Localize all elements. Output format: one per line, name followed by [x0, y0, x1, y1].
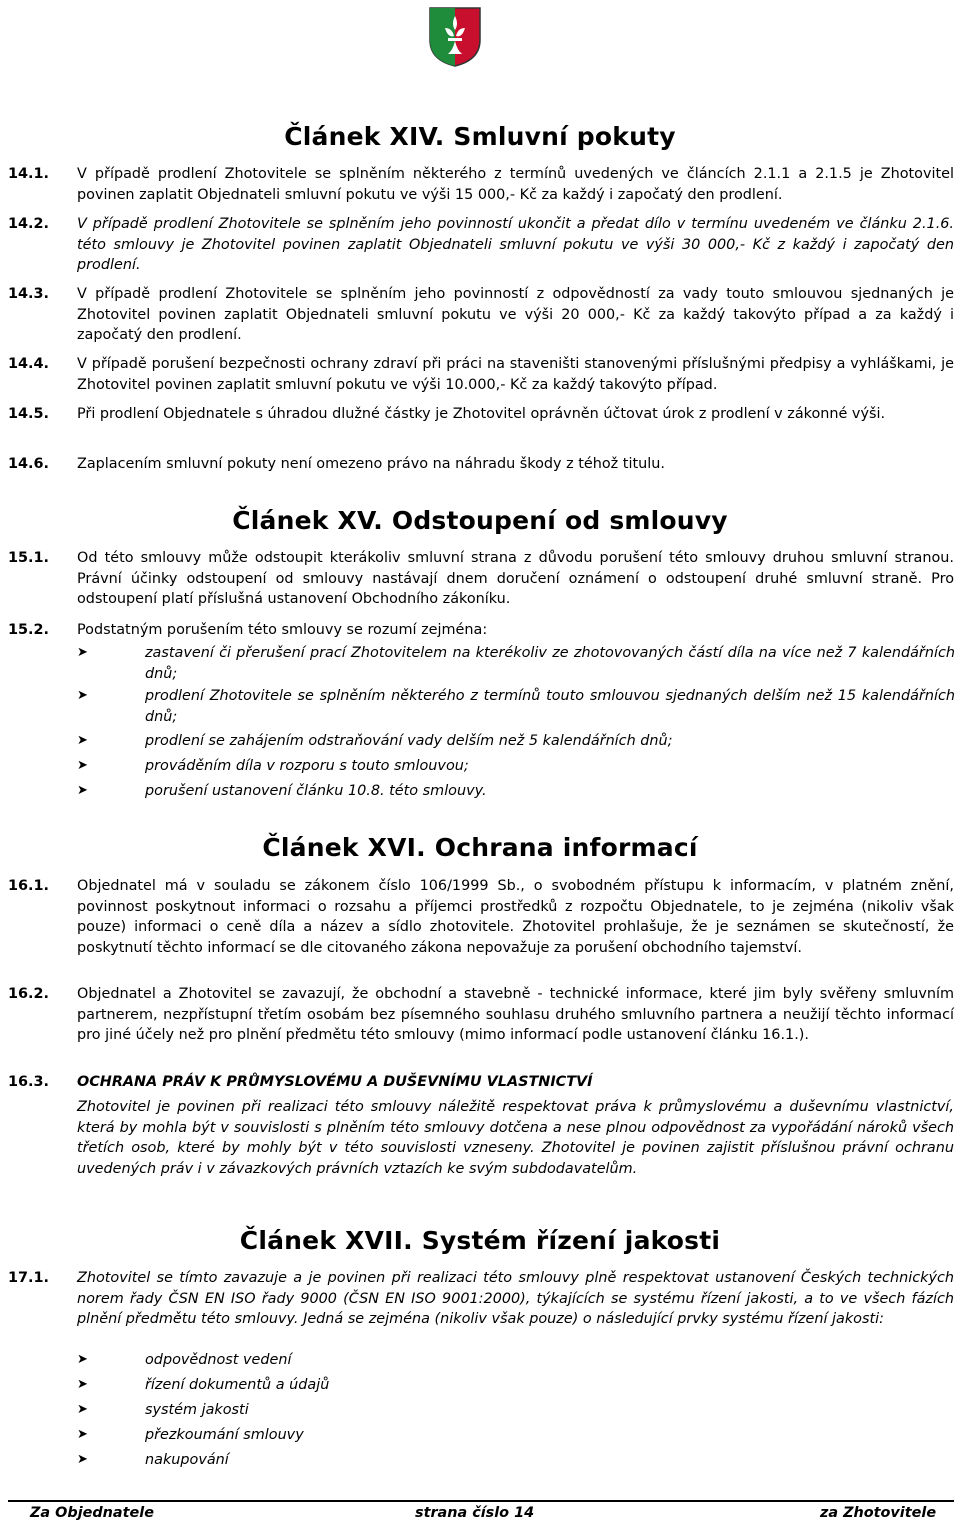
arrow-bullet-icon: ➤ [77, 733, 88, 748]
coat-of-arms-icon [428, 6, 482, 68]
clause-number: 14.4. [8, 356, 49, 372]
clause-17-1 [8, 1268, 954, 1330]
clause-14-1 [8, 164, 954, 205]
arrow-bullet-icon: ➤ [77, 1402, 88, 1417]
clause-text: V případě porušení bezpečnosti ochrany zdraví při práci na staveništi stanovenými příslušnými předpisy a vyhláškami, je Zhotovitel povinen zaplatit smluvní pokutu ve výši 10.000,- Kč za každý takovýto případ. [77, 356, 954, 393]
clause-15-1 [8, 548, 954, 610]
clause-text: V případě prodlení Zhotovitele se splněním jeho povinností ukončit a předat dílo v termínu uvedeném ve článku 2.1.6. této smlouvy je Zhotovitel povinen zaplatit Objednateli smluvní pokutu ve výši 30 000,- Kč z každý i započatý den prodlení. [77, 216, 954, 273]
arrow-bullet-icon: ➤ [77, 645, 88, 660]
footer-left: Za Objednatele [30, 1505, 154, 1521]
article-15-heading: Článek XV. Odstoupení od smlouvy [232, 506, 728, 535]
arrow-bullet-icon: ➤ [77, 688, 88, 703]
clause-text: Objednatel a Zhotovitel se zavazují, že obchodní a stavebně - technické informace, které jim byly svěřeny smluvním partnerem, nezpřístupní třetím osobám bez písemného souhlasu druhého smluvního partnera a neužijí těchto informací pro jiné účely než pro plnění předmětu této smlouvy (mimo informací podle ustanovení článku 16.1.). [77, 986, 954, 1043]
arrow-bullet-icon: ➤ [77, 1452, 88, 1467]
clause-text: V případě prodlení Zhotovitele se splněním některého z termínů uvedených ve článcích 2.1.1 a 2.1.5 je Zhotovitel povinen zaplatit Objednateli smluvní pokutu ve výši 15 000,- Kč za každý i započatý den prodlení. [77, 166, 954, 203]
clause-15-2 [8, 620, 954, 641]
clause-number: 14.1. [8, 166, 49, 182]
clause-16-3 [8, 1072, 954, 1093]
clause-text: Objednatel má v souladu se zákonem číslo 106/1999 Sb., o svobodném přístupu k informacím, v platném znění, povinnost poskytnout informaci o rozsahu a příjemci prostředků z rozpočtu Objednatele, to je zejména (nikoliv však pouze) informaci o ceně díla a název a sídlo zhotovitele. Zhotovitel prohlašuje, že je seznámen se skutečností, že poskytnutí těchto informací se dle citovaného zákona nepovažuje za porušení obchodního tajemství. [77, 878, 954, 956]
clause-text: Od této smlouvy může odstoupit kterákoliv smluvní strana z důvodu porušení této smlouvy druhou smluvní stranou. Právní účinky odstoupení od smlouvy nastávají dnem doručení oznámení o odstoupení druhé smluvní straně. Pro odstoupení platí příslušná ustanovení Obchodního zákoníku. [77, 550, 954, 607]
arrow-bullet-icon: ➤ [77, 1427, 88, 1442]
clause-14-4 [8, 354, 954, 395]
clause-text: Podstatným porušením této smlouvy se rozumí zejména: [77, 622, 488, 638]
clause-text: V případě prodlení Zhotovitele se splněním jeho povinností z odpovědností za vady touto smlouvou sjednaných je Zhotovitel povinen zaplatit Objednateli smluvní pokutu ve výši 20 000,- Kč za každý takovýto případ a za každý i započatý den prodlení. [77, 286, 954, 343]
clause-14-2 [8, 214, 954, 276]
list-item: ➤ systém jakosti [77, 1400, 955, 1421]
clause-16-2 [8, 984, 954, 1046]
clause-text: Při prodlení Objednatele s úhradou dlužné částky je Zhotovitel oprávněn účtovat úrok z prodlení v zákonné výši. [77, 406, 886, 422]
article-16-heading: Článek XVI. Ochrana informací [262, 833, 698, 862]
clause-number: 14.2. [8, 216, 49, 232]
clause-number: 14.3. [8, 286, 49, 302]
clause-14-6 [8, 454, 954, 475]
arrow-bullet-icon: ➤ [77, 1377, 88, 1392]
clause-title: OCHRANA PRÁV K PRŮMYSLOVÉMU A DUŠEVNÍMU VLASTNICTVÍ [77, 1074, 593, 1090]
footer-right: za Zhotovitele [820, 1505, 937, 1521]
list-item: ➤ odpovědnost vedení [77, 1350, 955, 1371]
arrow-bullet-icon: ➤ [77, 1352, 88, 1367]
clause-number: 14.6. [8, 456, 49, 472]
article-14-heading: Článek XIV. Smluvní pokuty [284, 122, 676, 151]
list-item: ➤ přezkoumání smlouvy [77, 1425, 955, 1446]
list-item: ➤ prodlení Zhotovitele se splněním některého z termínů touto smlouvou sjednaných delším než 15 kalendářních dnů; [77, 688, 955, 725]
clause-number: 16.2. [8, 986, 49, 1002]
list-item: ➤ nakupování [77, 1450, 955, 1471]
article-17-heading: Článek XVII. Systém řízení jakosti [239, 1226, 721, 1255]
clause-number: 15.2. [8, 622, 49, 638]
footer-rule [8, 1500, 954, 1502]
clause-number: 16.3. [8, 1074, 49, 1090]
clause-16-3-body [8, 1097, 954, 1179]
list-item: ➤ zastavení či přerušení prací Zhotovitelem na kterékoliv ze zhotovovaných částí díla na více než 7 kalendářních dnů; [77, 645, 955, 682]
page-number: strana číslo 14 [415, 1505, 535, 1521]
arrow-bullet-icon: ➤ [77, 758, 88, 773]
list-item: ➤ řízení dokumentů a údajů [77, 1375, 955, 1396]
arrow-bullet-icon: ➤ [77, 783, 88, 798]
clause-text: Zaplacením smluvní pokuty není omezeno právo na náhradu škody z téhož titulu. [77, 456, 665, 472]
clause-number: 16.1. [8, 878, 49, 894]
clause-14-5 [8, 404, 954, 425]
clause-number: 17.1. [8, 1270, 49, 1286]
clause-16-1 [8, 876, 954, 958]
clause-number: 14.5. [8, 406, 49, 422]
list-item: ➤ prodlení se zahájením odstraňování vady delším než 5 kalendářních dnů; [77, 731, 955, 752]
list-item: ➤ porušení ustanovení článku 10.8. této smlouvy. [77, 781, 955, 802]
clause-14-3 [8, 284, 954, 346]
clause-number: 15.1. [8, 550, 49, 566]
list-item: ➤ prováděním díla v rozporu s touto smlouvou; [77, 756, 955, 777]
clause-text: Zhotovitel je povinen při realizaci této smlouvy náležitě respektovat práva k průmyslovému a duševnímu vlastnictví, která by mohla být v souvislosti s plněním této smlouvy dotčena a nese plnou odpovědnost za vypořádání nároků všech třetích osob, které by mohly být v této souvislosti vzneseny. Zhotovitel je povinen zajistit příslušnou právní ochranu uvedených práv i v závazkových právních vztazích ke svým subdodavatelům. [77, 1099, 954, 1177]
clause-text: Zhotovitel se tímto zavazuje a je povinen při realizaci této smlouvy plně respektovat ustanovení Českých technických norem řady ČSN EN ISO řady 9000 (ČSN EN ISO 9001:2000), týkajících se systému řízení jakosti, a to ve všech fázích plnění předmětu této smlouvy. Jedná se zejména (nikoliv však pouze) o následující prvky systému řízení jakosti: [77, 1270, 954, 1327]
